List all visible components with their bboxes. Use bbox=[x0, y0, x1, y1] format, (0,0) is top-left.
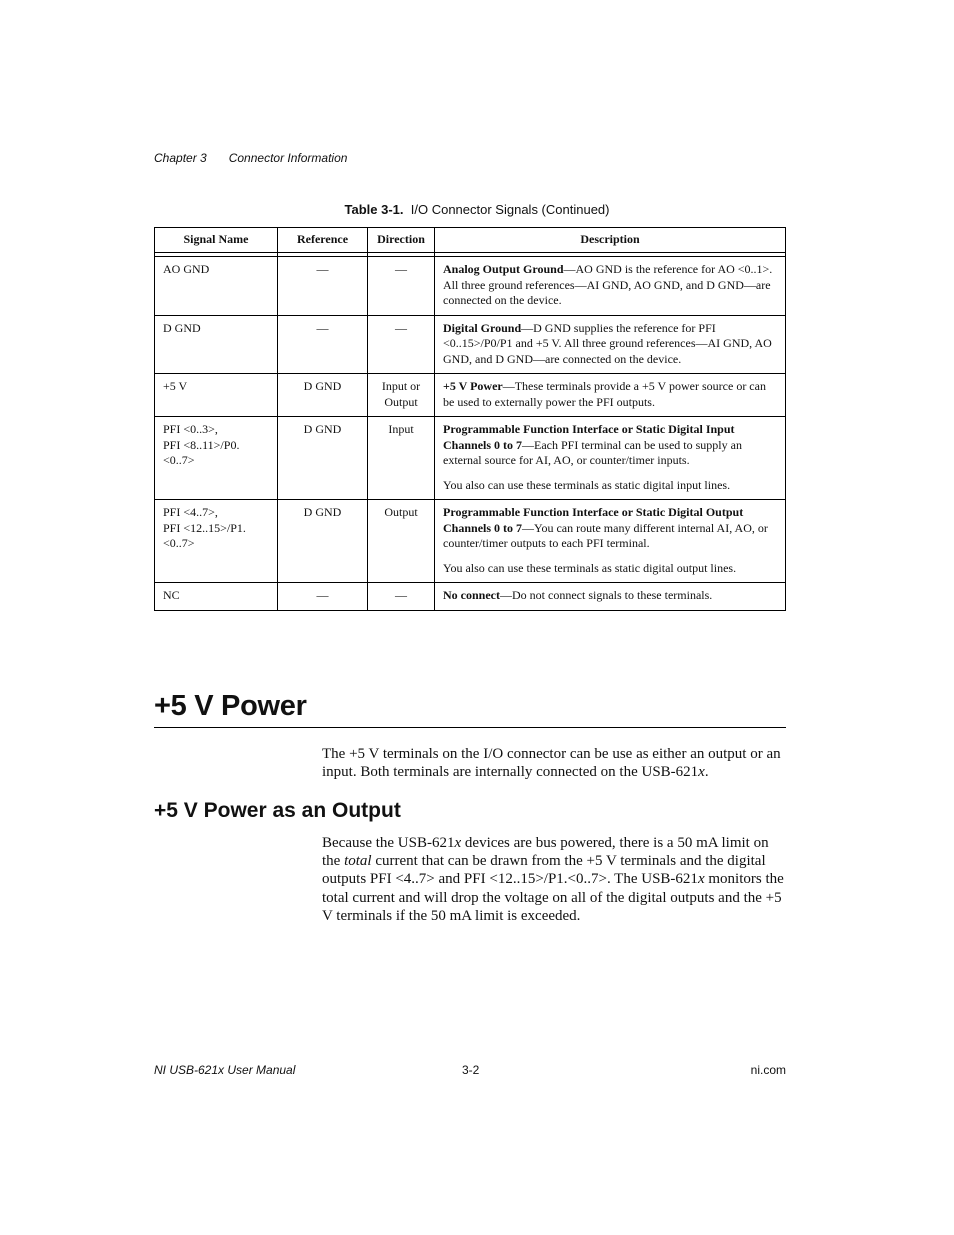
cell-signal-name bbox=[155, 417, 278, 500]
cell-description bbox=[435, 583, 786, 611]
table-header-row bbox=[155, 228, 786, 253]
description-text: —Each PFI terminal can be used to supply an external source for AI, AO, or counter/timer inputs. bbox=[443, 437, 742, 467]
table-caption bbox=[0, 202, 954, 217]
direction-line: — bbox=[395, 262, 407, 276]
chapter-title: Connector Information bbox=[228, 151, 348, 165]
cell-reference: — bbox=[278, 257, 368, 316]
cell-signal-name bbox=[155, 374, 278, 417]
table-row bbox=[155, 583, 786, 611]
table-row bbox=[155, 257, 786, 316]
description-term: Digital Ground bbox=[443, 320, 522, 335]
signal-name-line: PFI <4..7>, bbox=[163, 505, 218, 519]
chapter-number: Chapter 3 bbox=[154, 151, 207, 165]
signal-name-line: PFI <8..11>/P0.<0..7> bbox=[163, 437, 240, 467]
cell-description bbox=[435, 257, 786, 316]
signal-name-line: +5 V bbox=[163, 379, 188, 393]
table-caption-text: I/O Connector Signals (Continued) bbox=[410, 202, 610, 217]
cell-signal-name bbox=[155, 583, 278, 611]
cell-description bbox=[435, 417, 786, 500]
cell-direction bbox=[368, 374, 435, 417]
cell-direction bbox=[368, 417, 435, 500]
signal-name-line: PFI <0..3>, bbox=[163, 422, 218, 436]
description-text: —You can route many different internal AI, AO, or counter/timer outputs to each PFI terminal. bbox=[443, 520, 768, 550]
running-header bbox=[154, 151, 347, 165]
column-header-description: Description bbox=[435, 228, 786, 253]
cell-reference: — bbox=[278, 315, 368, 374]
cell-direction bbox=[368, 315, 435, 374]
description-term: Programmable Function Interface or Static Digital Output Channels 0 to 7 bbox=[443, 505, 744, 535]
description-text: —AO GND is the reference for AO <0..1>. All three ground references—AI GND, AO GND, and D GND—are connected on the device. bbox=[443, 262, 773, 307]
description-note: You also can use these terminals as static digital output lines. bbox=[443, 560, 737, 575]
cell-description bbox=[435, 500, 786, 583]
description-term: +5 V Power bbox=[443, 379, 503, 393]
signal-name-line: AO GND bbox=[163, 262, 210, 276]
column-header-reference: Reference bbox=[278, 228, 368, 253]
cell-description bbox=[435, 374, 786, 417]
description-term: Programmable Function Interface or Static Digital Input Channels 0 to 7 bbox=[443, 422, 735, 452]
io-signals-table bbox=[154, 227, 786, 611]
direction-line: — bbox=[395, 320, 407, 335]
table-row bbox=[155, 374, 786, 417]
footer-website: ni.com bbox=[750, 1063, 786, 1077]
direction-line: Input or bbox=[381, 379, 421, 393]
direction-line: Input bbox=[388, 422, 414, 436]
intro-paragraph: The +5 V terminals on the I/O connector can be use as either an output or an input. Both terminals are internally connected on the USB-621x. bbox=[322, 746, 781, 781]
cell-signal-name bbox=[155, 315, 278, 374]
direction-line: Output bbox=[384, 394, 418, 409]
signal-name-line: PFI <12..15>/P1.<0..7> bbox=[163, 520, 246, 550]
table-body bbox=[155, 257, 786, 611]
cell-reference: D GND bbox=[278, 374, 368, 417]
description-term: Analog Output Ground bbox=[443, 262, 564, 276]
signal-name-line: NC bbox=[163, 588, 180, 602]
description-note: You also can use these terminals as static digital input lines. bbox=[443, 477, 731, 492]
description-text: —These terminals provide a +5 V power source or can be used to externally power the PFI outputs. bbox=[443, 379, 766, 409]
cell-description bbox=[435, 315, 786, 374]
description-text: —Do not connect signals to these terminals. bbox=[500, 588, 713, 602]
cell-signal-name bbox=[155, 257, 278, 316]
cell-reference: D GND bbox=[278, 417, 368, 500]
table-row bbox=[155, 500, 786, 583]
section-title: +5 V Power bbox=[154, 690, 786, 728]
subsection-title: +5 V Power as an Output bbox=[154, 799, 401, 822]
column-header-signal-name: Signal Name bbox=[155, 228, 278, 253]
footer-page-number: 3-2 bbox=[462, 1063, 480, 1077]
table-caption-label: Table 3-1. bbox=[344, 202, 404, 217]
cell-direction bbox=[368, 583, 435, 611]
signal-name-line: D GND bbox=[163, 320, 201, 335]
cell-direction bbox=[368, 500, 435, 583]
cell-reference: D GND bbox=[278, 500, 368, 583]
description-text: —D GND supplies the reference for PFI <0..15>/P0/P1 and +5 V. All three ground references—AI GND, AO GND, and D GND—are connected on the device. bbox=[443, 320, 772, 366]
cell-direction bbox=[368, 257, 435, 316]
description-term: No connect bbox=[443, 588, 500, 602]
footer-manual-title: NI USB-621x User Manual bbox=[154, 1063, 296, 1077]
output-paragraph: Because the USB-621x devices are bus powered, there is a 50 mA limit on the total current that can be drawn from the +5 V terminals and the digital outputs PFI <4..7> and PFI <12..15>/P1.<0..7>. The USB-621x monitors the total current and will drop the voltage on all of the digital outputs and the +5 V terminals if the 50 mA limit is exceeded. bbox=[322, 835, 784, 924]
direction-line: — bbox=[395, 588, 407, 602]
direction-line: Output bbox=[384, 505, 418, 519]
table-row bbox=[155, 417, 786, 500]
table-row bbox=[155, 315, 786, 374]
cell-reference: — bbox=[278, 583, 368, 611]
column-header-direction: Direction bbox=[368, 228, 435, 253]
cell-signal-name bbox=[155, 500, 278, 583]
